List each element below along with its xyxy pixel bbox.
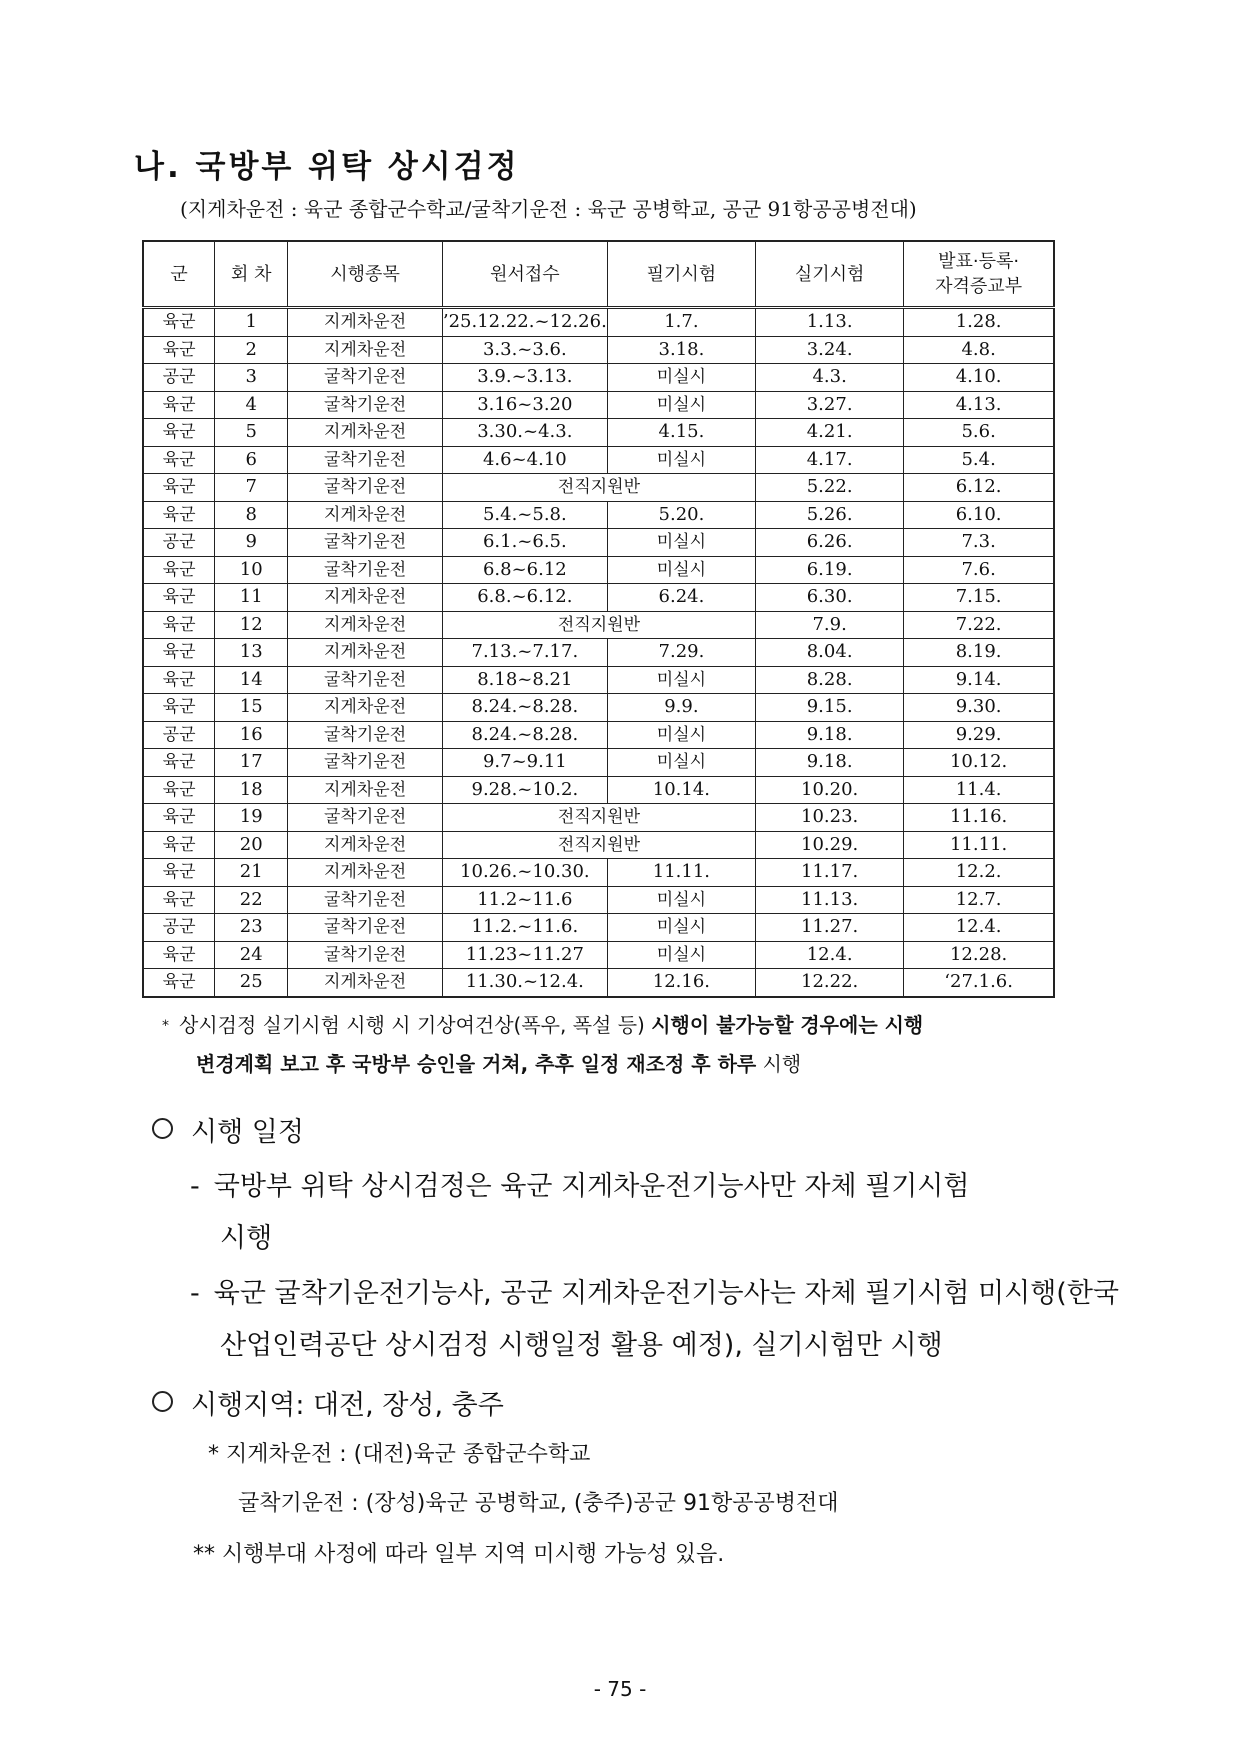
practical-cell: 10.29. — [756, 831, 904, 859]
branch-cell: 육군 — [143, 749, 215, 777]
section-subheading: (지게차운전 : 육군 종합군수학교/굴착기운전 : 육군 공병학교, 공군 91항공공병전대) — [180, 197, 917, 221]
item-cell: 지게차운전 — [288, 859, 443, 887]
written-cell: 미실시 — [607, 886, 755, 914]
branch-cell: 육군 — [143, 941, 215, 969]
table-body — [143, 308, 1054, 997]
announce-cell: 7.3. — [904, 529, 1054, 557]
apply-cell: 3.30.~4.3. — [442, 419, 607, 447]
apply-cell: 6.8~6.12 — [442, 556, 607, 584]
apply-cell: 8.24.~8.28. — [442, 694, 607, 722]
announce-cell: 12.4. — [904, 914, 1054, 942]
round-cell: 11 — [215, 584, 288, 612]
practical-cell: 5.22. — [756, 474, 904, 502]
item1-line1 — [190, 1161, 1120, 1213]
item-cell: 지게차운전 — [288, 776, 443, 804]
table-row — [143, 501, 1054, 529]
item-cell: 지게차운전 — [288, 501, 443, 529]
announce-cell: 5.4. — [904, 446, 1054, 474]
section1-item-2 — [190, 1268, 1120, 1372]
header-item: 시행종목 — [288, 241, 443, 308]
written-cell: 6.24. — [607, 584, 755, 612]
round-cell: 20 — [215, 831, 288, 859]
round-cell: 5 — [215, 419, 288, 447]
announce-cell: 5.6. — [904, 419, 1054, 447]
item-cell: 지게차운전 — [288, 308, 443, 337]
item-cell: 굴착기운전 — [288, 556, 443, 584]
table-row — [143, 611, 1054, 639]
practical-cell: 6.30. — [756, 584, 904, 612]
table-row — [143, 694, 1054, 722]
apply-cell: 10.26.~10.30. — [442, 859, 607, 887]
item-cell: 굴착기운전 — [288, 804, 443, 832]
item-cell: 지게차운전 — [288, 611, 443, 639]
item2-line2: 산업인력공단 상시검정 시행일정 활용 예정), 실기시험만 시행 — [220, 1330, 943, 1361]
item-cell: 지게차운전 — [288, 336, 443, 364]
header-announce — [904, 241, 1054, 308]
written-cell: 12.16. — [607, 969, 755, 997]
round-cell: 22 — [215, 886, 288, 914]
branch-cell: 육군 — [143, 336, 215, 364]
circle-bullet-icon — [152, 1118, 173, 1139]
apply-cell: 9.28.~10.2. — [442, 776, 607, 804]
region-forklift: * 지게차운전 : (대전)육군 종합군수학교 — [208, 1442, 591, 1467]
written-cell: 10.14. — [607, 776, 755, 804]
table-row — [143, 529, 1054, 557]
branch-cell: 육군 — [143, 308, 215, 337]
apply-cell: 11.2.~11.6. — [442, 914, 607, 942]
table-row — [143, 419, 1054, 447]
branch-cell: 공군 — [143, 721, 215, 749]
item-cell: 지게차운전 — [288, 639, 443, 667]
round-cell: 6 — [215, 446, 288, 474]
item-cell: 굴착기운전 — [288, 941, 443, 969]
table-row — [143, 721, 1054, 749]
written-cell: 미실시 — [607, 446, 755, 474]
practical-cell: 3.27. — [756, 391, 904, 419]
announce-cell: 1.28. — [904, 308, 1054, 337]
section1-item-1 — [190, 1161, 1120, 1265]
table-row — [143, 336, 1054, 364]
announce-cell: 12.2. — [904, 859, 1054, 887]
item-cell: 지게차운전 — [288, 419, 443, 447]
branch-cell: 육군 — [143, 611, 215, 639]
written-cell: 미실시 — [607, 749, 755, 777]
item-cell: 굴착기운전 — [288, 391, 443, 419]
section1-title-text: 시행 일정 — [191, 1117, 304, 1148]
written-cell: 1.7. — [607, 308, 755, 337]
practical-cell: 3.24. — [756, 336, 904, 364]
item-cell: 굴착기운전 — [288, 446, 443, 474]
practical-cell: 4.3. — [756, 364, 904, 392]
announce-cell: 12.28. — [904, 941, 1054, 969]
item-cell: 굴착기운전 — [288, 749, 443, 777]
written-cell: 미실시 — [607, 721, 755, 749]
written-cell: 미실시 — [607, 666, 755, 694]
round-cell: 2 — [215, 336, 288, 364]
item-cell: 지게차운전 — [288, 584, 443, 612]
section2-title — [152, 1383, 504, 1422]
apply-cell: 11.30.~12.4. — [442, 969, 607, 997]
table-row — [143, 666, 1054, 694]
branch-cell: 육군 — [143, 666, 215, 694]
apply-cell: 9.7~9.11 — [442, 749, 607, 777]
practical-cell: 12.4. — [756, 941, 904, 969]
branch-cell: 육군 — [143, 804, 215, 832]
round-cell: 1 — [215, 308, 288, 337]
practical-cell: 12.22. — [756, 969, 904, 997]
practical-cell: 1.13. — [756, 308, 904, 337]
header-apply: 원서접수 — [442, 241, 607, 308]
round-cell: 12 — [215, 611, 288, 639]
item-cell: 굴착기운전 — [288, 886, 443, 914]
table-row — [143, 584, 1054, 612]
announce-cell: 11.4. — [904, 776, 1054, 804]
round-cell: 3 — [215, 364, 288, 392]
table-row — [143, 859, 1054, 887]
apply-cell: 11.2~11.6 — [442, 886, 607, 914]
written-cell: 11.11. — [607, 859, 755, 887]
branch-cell: 육군 — [143, 584, 215, 612]
item-cell: 굴착기운전 — [288, 364, 443, 392]
branch-cell: 육군 — [143, 969, 215, 997]
round-cell: 25 — [215, 969, 288, 997]
round-cell: 21 — [215, 859, 288, 887]
region-excavator: 굴착기운전 : (장성)육군 공병학교, (충주)공군 91항공공병전대 — [238, 1491, 839, 1516]
announce-cell: 9.14. — [904, 666, 1054, 694]
note-plain1: 상시검정 실기시험 시행 시 기상여건상(폭우, 폭설 등) — [179, 1013, 652, 1037]
practical-cell: 4.17. — [756, 446, 904, 474]
written-cell: 미실시 — [607, 529, 755, 557]
header-announce-line2: 자격증교부 — [935, 276, 1023, 297]
item-cell: 지게차운전 — [288, 831, 443, 859]
round-cell: 16 — [215, 721, 288, 749]
apply-cell: 6.8.~6.12. — [442, 584, 607, 612]
round-cell: 9 — [215, 529, 288, 557]
practical-cell: 10.23. — [756, 804, 904, 832]
practical-cell: 7.9. — [756, 611, 904, 639]
table-row — [143, 831, 1054, 859]
announce-cell: 9.30. — [904, 694, 1054, 722]
header-branch: 군 — [143, 241, 215, 308]
announce-cell: 4.13. — [904, 391, 1054, 419]
item2-line1-text: 육군 굴착기운전기능사, 공군 지게차운전기능사는 자체 필기시험 미시행(한국 — [213, 1278, 1119, 1309]
written-cell: 5.20. — [607, 501, 755, 529]
announce-cell: ‘27.1.6. — [904, 969, 1054, 997]
branch-cell: 육군 — [143, 859, 215, 887]
announce-cell: 9.29. — [904, 721, 1054, 749]
announce-cell: 11.11. — [904, 831, 1054, 859]
table-row — [143, 804, 1054, 832]
apply-cell: 5.4.~5.8. — [442, 501, 607, 529]
round-cell: 18 — [215, 776, 288, 804]
announce-cell: 4.10. — [904, 364, 1054, 392]
branch-cell: 육군 — [143, 501, 215, 529]
apply-cell: 3.16~3.20 — [442, 391, 607, 419]
apply-cell: 3.9.~3.13. — [442, 364, 607, 392]
announce-cell: 7.22. — [904, 611, 1054, 639]
written-cell: 4.15. — [607, 419, 755, 447]
written-cell: 3.18. — [607, 336, 755, 364]
practical-cell: 8.28. — [756, 666, 904, 694]
apply-cell: 6.1.~6.5. — [442, 529, 607, 557]
dash-bullet: - — [190, 1171, 200, 1202]
apply-cell: 4.6~4.10 — [442, 446, 607, 474]
note-bold1: 시행이 불가능할 경우에는 시행 — [651, 1013, 924, 1037]
table-row — [143, 391, 1054, 419]
table-row — [143, 308, 1054, 337]
written-cell: 7.29. — [607, 639, 755, 667]
note-bold2: 변경계획 보고 후 국방부 승인을 거쳐, 추후 일정 재조정 후 하루 — [196, 1052, 757, 1076]
round-cell: 4 — [215, 391, 288, 419]
table-row — [143, 776, 1054, 804]
written-cell: 9.9. — [607, 694, 755, 722]
branch-cell: 육군 — [143, 886, 215, 914]
section-heading: 나. 국방부 위탁 상시검정 — [134, 149, 520, 185]
header-written: 필기시험 — [607, 241, 755, 308]
announce-cell: 6.12. — [904, 474, 1054, 502]
written-cell: 미실시 — [607, 364, 755, 392]
table-row — [143, 639, 1054, 667]
item2-line1 — [190, 1268, 1120, 1320]
announce-cell: 6.10. — [904, 501, 1054, 529]
round-cell: 19 — [215, 804, 288, 832]
round-cell: 8 — [215, 501, 288, 529]
branch-cell: 육군 — [143, 776, 215, 804]
note-star: * — [162, 1018, 169, 1034]
branch-cell: 육군 — [143, 391, 215, 419]
apply-cell: 11.23~11.27 — [442, 941, 607, 969]
table-row — [143, 749, 1054, 777]
round-cell: 13 — [215, 639, 288, 667]
table-row — [143, 886, 1054, 914]
practical-cell: 6.19. — [756, 556, 904, 584]
written-cell: 미실시 — [607, 556, 755, 584]
apply-cell: 7.13.~7.17. — [442, 639, 607, 667]
branch-cell: 육군 — [143, 694, 215, 722]
note-plain2: 시행 — [756, 1052, 802, 1076]
section2-title-text: 시행지역: 대전, 장성, 충주 — [191, 1390, 504, 1421]
practical-cell: 6.26. — [756, 529, 904, 557]
round-cell: 23 — [215, 914, 288, 942]
practical-cell: 11.13. — [756, 886, 904, 914]
table-row — [143, 446, 1054, 474]
announce-cell: 8.19. — [904, 639, 1054, 667]
practical-cell: 9.18. — [756, 721, 904, 749]
written-cell: 미실시 — [607, 941, 755, 969]
table-row — [143, 364, 1054, 392]
header-announce-line1: 발표·등록· — [938, 251, 1020, 272]
branch-cell: 공군 — [143, 529, 215, 557]
branch-cell: 육군 — [143, 446, 215, 474]
branch-cell: 공군 — [143, 914, 215, 942]
item-cell: 굴착기운전 — [288, 474, 443, 502]
announce-cell: 4.8. — [904, 336, 1054, 364]
region-disclaimer: ** 시행부대 사정에 따라 일부 지역 미시행 가능성 있음. — [193, 1542, 725, 1567]
practical-cell: 10.20. — [756, 776, 904, 804]
table-row — [143, 556, 1054, 584]
table-header-row — [143, 241, 1054, 308]
circle-bullet-icon — [152, 1391, 173, 1412]
branch-cell: 육군 — [143, 474, 215, 502]
round-cell: 24 — [215, 941, 288, 969]
span-cell: 전직지원반 — [442, 474, 755, 502]
item-cell: 굴착기운전 — [288, 529, 443, 557]
note-line1 — [162, 1006, 1122, 1045]
practical-cell: 11.17. — [756, 859, 904, 887]
practical-cell: 9.15. — [756, 694, 904, 722]
announce-cell: 7.6. — [904, 556, 1054, 584]
round-cell: 15 — [215, 694, 288, 722]
round-cell: 7 — [215, 474, 288, 502]
announce-cell: 12.7. — [904, 886, 1054, 914]
item-cell: 지게차운전 — [288, 969, 443, 997]
branch-cell: 육군 — [143, 419, 215, 447]
note-line2 — [162, 1045, 1122, 1083]
table-row — [143, 969, 1054, 997]
practical-cell: 5.26. — [756, 501, 904, 529]
header-practical: 실기시험 — [756, 241, 904, 308]
practical-cell: 8.04. — [756, 639, 904, 667]
branch-cell: 육군 — [143, 556, 215, 584]
round-cell: 10 — [215, 556, 288, 584]
branch-cell: 공군 — [143, 364, 215, 392]
round-cell: 17 — [215, 749, 288, 777]
apply-cell: 8.24.~8.28. — [442, 721, 607, 749]
item1-line2: 시행 — [220, 1223, 273, 1254]
written-cell: 미실시 — [607, 914, 755, 942]
branch-cell: 육군 — [143, 831, 215, 859]
span-cell: 전직지원반 — [442, 831, 755, 859]
span-cell: 전직지원반 — [442, 804, 755, 832]
span-cell: 전직지원반 — [442, 611, 755, 639]
table-row — [143, 474, 1054, 502]
practical-cell: 9.18. — [756, 749, 904, 777]
apply-cell: 3.3.~3.6. — [442, 336, 607, 364]
branch-cell: 육군 — [143, 639, 215, 667]
item-cell: 굴착기운전 — [288, 721, 443, 749]
item-cell: 지게차운전 — [288, 694, 443, 722]
written-cell: 미실시 — [607, 391, 755, 419]
table-row — [143, 914, 1054, 942]
item1-line1-text: 국방부 위탁 상시검정은 육군 지게차운전기능사만 자체 필기시험 — [213, 1171, 970, 1202]
section1-title — [152, 1110, 304, 1149]
apply-cell: ’25.12.22.~12.26. — [442, 308, 607, 337]
practical-cell: 4.21. — [756, 419, 904, 447]
announce-cell: 10.12. — [904, 749, 1054, 777]
announce-cell: 7.15. — [904, 584, 1054, 612]
apply-cell: 8.18~8.21 — [442, 666, 607, 694]
item-cell: 굴착기운전 — [288, 914, 443, 942]
table-row — [143, 941, 1054, 969]
weather-note — [162, 1006, 1122, 1083]
header-round: 회 차 — [215, 241, 288, 308]
schedule-table — [142, 240, 1055, 998]
item-cell: 굴착기운전 — [288, 666, 443, 694]
page-number: - 75 - — [593, 1677, 647, 1701]
practical-cell: 11.27. — [756, 914, 904, 942]
round-cell: 14 — [215, 666, 288, 694]
dash-bullet: - — [190, 1278, 200, 1309]
announce-cell: 11.16. — [904, 804, 1054, 832]
